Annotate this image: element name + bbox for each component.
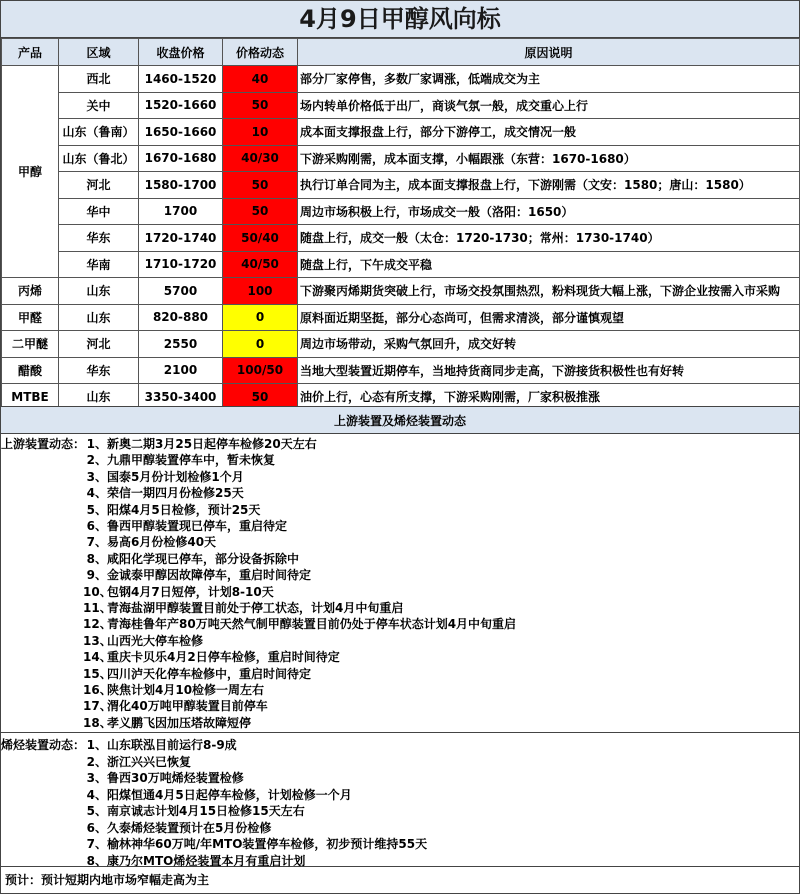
change-cell: 40/50 (223, 251, 298, 278)
header-region: 区域 (59, 39, 139, 66)
list-item (1, 666, 311, 683)
region-cell: 华东 (59, 225, 139, 252)
list-item (1, 682, 264, 699)
reason-cell: 周边市场带动，采购气氛回升，成交好转 (298, 331, 800, 358)
list-number: 7、 (86, 535, 107, 550)
region-cell: 河北 (59, 331, 139, 358)
list-text: 重庆卡贝乐4月2日停车检修，重启时间待定 (107, 650, 340, 665)
table-row (2, 225, 800, 252)
price-cell: 3350-3400 (139, 384, 223, 411)
list-text: 青海盐湖甲醇装置目前处于停工状态，计划4月中旬重启 (107, 601, 404, 615)
reason-cell: 随盘上行，下午成交平稳 (298, 251, 800, 278)
list-item (1, 452, 275, 469)
list-text: 国泰5月份计划检修1个月 (107, 469, 244, 484)
list-item (1, 616, 516, 633)
table-row (2, 172, 800, 199)
list-number: 4、 (86, 486, 107, 501)
list-text: 浙江兴兴已恢复 (107, 754, 192, 769)
list-text: 九鼎甲醇装置停车中，暂未恢复 (107, 453, 276, 468)
list-item (1, 469, 244, 486)
table-row (2, 278, 800, 305)
list-number: 5、 (86, 502, 107, 517)
region-cell: 山东 (59, 304, 139, 331)
upstream-block (1, 434, 799, 733)
list-text: 孝义鹏飞因加压塔故障短停 (107, 715, 252, 730)
list-item (1, 551, 299, 568)
change-cell: 50 (223, 172, 298, 199)
olefin-block (1, 733, 799, 867)
list-label: 烯烃装置动态： (1, 738, 86, 752)
list-text: 康乃尔MTO烯烃装置本月有重启计划 (107, 853, 306, 868)
header-price: 收盘价格 (139, 39, 223, 66)
table-row (2, 251, 800, 278)
price-cell: 1460-1520 (139, 66, 223, 93)
table-row (2, 304, 800, 331)
price-cell: 2100 (139, 357, 223, 384)
table-row (2, 357, 800, 384)
list-text: 山西光大停车检修 (107, 633, 204, 648)
list-item (1, 534, 216, 551)
change-cell: 50/40 (223, 225, 298, 252)
list-number: 6、 (86, 820, 107, 835)
list-number: 17、 (83, 699, 112, 714)
list-text: 陕焦计划4月10检修一周左右 (107, 683, 265, 697)
list-item (1, 436, 317, 453)
list-item (1, 803, 305, 820)
section-title: 上游装置及烯烃装置动态 (1, 406, 799, 434)
list-text: 阳煤恒通4月5日起停车检修，计划检修一个月 (107, 787, 352, 802)
region-cell: 西北 (59, 66, 139, 93)
list-item (1, 820, 271, 837)
list-item (1, 567, 311, 584)
list-number: 8、 (86, 551, 107, 566)
table-body (2, 66, 800, 411)
region-cell: 华东 (59, 357, 139, 384)
list-text: 新奥二期3月25日起停车检修20天左右 (107, 437, 317, 451)
list-text: 榆林神华60万吨/年MTO装置停车检修，初步预计维持55天 (107, 837, 428, 851)
region-cell: 山东 (59, 384, 139, 411)
region-cell: 河北 (59, 172, 139, 199)
region-cell: 华南 (59, 251, 139, 278)
price-cell: 820-880 (139, 304, 223, 331)
price-cell: 1520-1660 (139, 92, 223, 119)
product-cell: MTBE (2, 384, 59, 411)
list-item (1, 836, 427, 853)
list-item (1, 485, 244, 502)
change-cell: 0 (223, 331, 298, 358)
product-cell: 甲醛 (2, 304, 59, 331)
list-item (1, 754, 191, 771)
list-number: 15、 (83, 666, 112, 681)
list-item (1, 770, 244, 787)
list-number: 18、 (83, 715, 112, 730)
region-cell: 山东（鲁北） (59, 145, 139, 172)
list-item (1, 698, 268, 715)
price-table (1, 38, 800, 411)
table-header-row (2, 39, 800, 66)
reason-cell: 执行订单合同为主，成本面支撑报盘上行，下游刚需（文安：1580；唐山：1580） (298, 172, 800, 199)
list-text: 咸阳化学现已停车，部分设备拆除中 (107, 551, 300, 566)
header-reason: 原因说明 (298, 39, 800, 66)
list-text: 荣信一期四月份检修25天 (107, 486, 244, 501)
table-row (2, 145, 800, 172)
reason-cell: 部分厂家停售，多数厂家调涨，低端成交为主 (298, 66, 800, 93)
reason-cell: 随盘上行，成交一般（太仓：1720-1730；常州：1730-1740） (298, 225, 800, 252)
list-number: 5、 (86, 804, 107, 818)
price-cell: 1650-1660 (139, 119, 223, 146)
list-text: 渭化40万吨甲醇装置目前停车 (107, 699, 268, 714)
product-cell: 甲醇 (2, 66, 59, 278)
header-product: 产品 (2, 39, 59, 66)
list-item (1, 600, 403, 617)
reason-cell: 成本面支撑报盘上行，部分下游停工，成交情况一般 (298, 119, 800, 146)
list-number: 1、 (86, 738, 107, 752)
region-cell: 山东 (59, 278, 139, 305)
reason-cell: 油价上行，心态有所支撑，下游采购刚需，厂家积极推涨 (298, 384, 800, 411)
list-item (1, 584, 274, 601)
table-row (2, 92, 800, 119)
list-number: 8、 (86, 853, 107, 868)
price-cell: 1720-1740 (139, 225, 223, 252)
list-item (1, 518, 287, 535)
reason-cell: 下游采购刚需，成本面支撑，小幅跟涨（东营：1670-1680） (298, 145, 800, 172)
list-number: 12、 (83, 617, 112, 632)
list-text: 久泰烯烃装置预计在5月份检修 (107, 820, 272, 835)
price-cell: 1670-1680 (139, 145, 223, 172)
list-item (1, 633, 203, 650)
change-cell: 100 (223, 278, 298, 305)
list-number: 16、 (83, 683, 112, 697)
list-number: 3、 (86, 771, 107, 785)
region-cell: 关中 (59, 92, 139, 119)
list-text: 山东联泓目前运行8-9成 (107, 738, 237, 752)
price-cell: 1580-1700 (139, 172, 223, 199)
list-item (1, 737, 237, 754)
change-cell: 50 (223, 198, 298, 225)
list-number: 2、 (86, 453, 107, 468)
product-cell: 二甲醚 (2, 331, 59, 358)
list-number: 7、 (86, 837, 107, 851)
region-cell: 华中 (59, 198, 139, 225)
reason-cell: 原料面近期坚挺，部分心态尚可，但需求清淡，部分谨慎观望 (298, 304, 800, 331)
list-text: 包钢4月7日短停，计划8-10天 (107, 584, 274, 599)
forecast-note: 预计：预计短期内地市场窄幅走高为主 (5, 873, 210, 887)
list-text: 易高6月份检修40天 (107, 535, 217, 550)
change-cell: 100/50 (223, 357, 298, 384)
list-item (1, 715, 251, 732)
price-cell: 2550 (139, 331, 223, 358)
reason-cell: 下游聚丙烯期货突破上行，市场交投氛围热烈，粉料现货大幅上涨，下游企业按需入市采购 (298, 278, 800, 305)
product-cell: 醋酸 (2, 357, 59, 384)
change-cell: 50 (223, 384, 298, 411)
list-text: 金诚泰甲醇因故障停车，重启时间待定 (107, 568, 312, 583)
change-cell: 50 (223, 92, 298, 119)
price-cell: 1700 (139, 198, 223, 225)
list-number: 11、 (83, 601, 112, 615)
product-cell: 丙烯 (2, 278, 59, 305)
change-cell: 40/30 (223, 145, 298, 172)
table-row (2, 66, 800, 93)
list-text: 阳煤4月5日检修，预计25天 (107, 502, 261, 517)
change-cell: 10 (223, 119, 298, 146)
list-number: 6、 (86, 519, 107, 533)
list-number: 9、 (86, 568, 107, 583)
list-text: 鲁西甲醇装置现已停车，重启待定 (107, 519, 288, 533)
list-number: 3、 (86, 469, 107, 484)
price-cell: 1710-1720 (139, 251, 223, 278)
reason-cell: 场内转单价格低于出厂，商谈气氛一般，成交重心上行 (298, 92, 800, 119)
list-item (1, 787, 352, 804)
table-row (2, 331, 800, 358)
table-row (2, 198, 800, 225)
list-item (1, 649, 340, 666)
list-number: 4、 (86, 787, 107, 802)
change-cell: 40 (223, 66, 298, 93)
list-number: 1、 (86, 437, 107, 451)
report-title: 4月9日甲醇风向标 (1, 1, 799, 38)
list-text: 南京诚志计划4月15日检修15天左右 (107, 804, 305, 818)
list-item (1, 502, 260, 519)
list-text: 四川泸天化停车检修中，重启时间待定 (107, 666, 312, 681)
reason-cell: 周边市场积极上行，市场成交一般（洛阳：1650） (298, 198, 800, 225)
list-text: 青海桂鲁年产80万吨天然气制甲醇装置目前仍处于停车状态计划4月中旬重启 (107, 617, 517, 632)
list-number: 13、 (83, 633, 112, 648)
reason-cell: 当地大型装置近期停车，当地持货商同步走高，下游接货积极性也有好转 (298, 357, 800, 384)
header-change: 价格动态 (223, 39, 298, 66)
price-cell: 5700 (139, 278, 223, 305)
region-cell: 山东（鲁南） (59, 119, 139, 146)
list-number: 2、 (86, 754, 107, 769)
list-label: 上游装置动态： (1, 437, 86, 451)
list-number: 10、 (83, 584, 112, 599)
list-number: 14、 (83, 650, 112, 665)
table-row (2, 119, 800, 146)
list-text: 鲁西30万吨烯烃装置检修 (107, 771, 244, 785)
change-cell: 0 (223, 304, 298, 331)
